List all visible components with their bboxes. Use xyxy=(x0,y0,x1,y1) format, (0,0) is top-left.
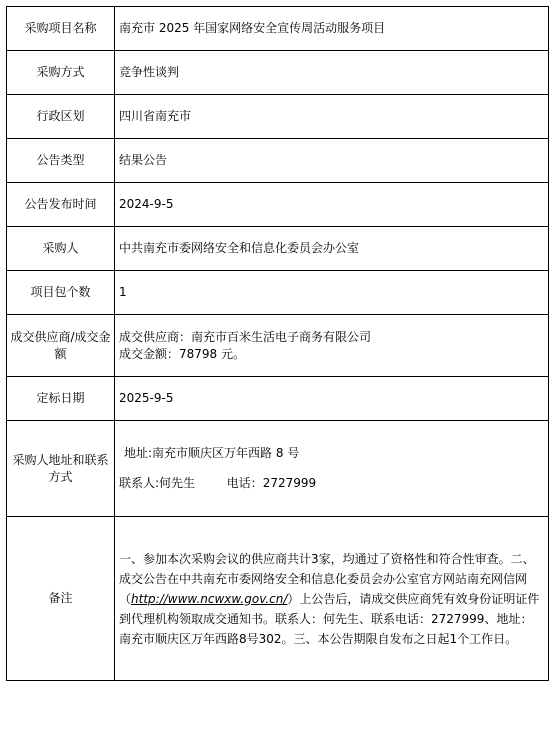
notes-part2: ）上公告后，请成交供应商凭有效身份证明证件到代理机构领取成交通知书。联系人：何先生、联系电话：2727999、地址：南充市顺庆区万年西路8号302。三、本公告期限自发布之日起1个工作日。 xyxy=(119,591,540,646)
value-region: 四川省南充市 xyxy=(115,95,549,139)
row-notes xyxy=(7,517,549,681)
value-supplier xyxy=(115,315,549,377)
contact-address: 地址:南充市顺庆区万年西路 8 号 xyxy=(124,446,300,460)
value-notice-type: 结果公告 xyxy=(115,139,549,183)
label-purchaser: 采购人 xyxy=(7,227,115,271)
label-publish-date: 公告发布时间 xyxy=(7,183,115,227)
label-notice-type: 公告类型 xyxy=(7,139,115,183)
row-contact xyxy=(7,421,549,517)
notes-text xyxy=(115,549,548,649)
row-package-count xyxy=(7,271,549,315)
row-supplier xyxy=(7,315,549,377)
notes-link[interactable]: http://www.ncwxw.gov.cn/ xyxy=(131,591,288,606)
value-project-name: 南充市 2025 年国家网络安全宣传周活动服务项目 xyxy=(115,7,549,51)
row-purchaser xyxy=(7,227,549,271)
value-purchaser: 中共南充市委网络安全和信息化委员会办公室 xyxy=(115,227,549,271)
supplier-amount: 成交金额：78798 元。 xyxy=(119,346,245,361)
value-award-date: 2025-9-5 xyxy=(115,377,549,421)
contact-person-line xyxy=(119,475,544,492)
value-contact xyxy=(115,421,549,517)
row-notice-type xyxy=(7,139,549,183)
row-procurement-method xyxy=(7,51,549,95)
label-package-count: 项目包个数 xyxy=(7,271,115,315)
row-project-name xyxy=(7,7,549,51)
label-award-date: 定标日期 xyxy=(7,377,115,421)
value-publish-date: 2024-9-5 xyxy=(115,183,549,227)
announcement-table xyxy=(6,6,549,681)
label-region: 行政区划 xyxy=(7,95,115,139)
value-notes xyxy=(115,517,549,681)
contact-person: 联系人:何先生 xyxy=(119,476,196,490)
row-publish-date xyxy=(7,183,549,227)
value-package-count: 1 xyxy=(115,271,549,315)
label-supplier: 成交供应商/成交金额 xyxy=(7,315,115,377)
value-procurement-method: 竞争性谈判 xyxy=(115,51,549,95)
label-project-name: 采购项目名称 xyxy=(7,7,115,51)
notes-part1: 一、参加本次采购会议的供应商共计3家，均通过了资格性和符合性审查。二、成交公告在中共南充市委网络安全和信息化委员会办公室官方网站南充网信网（ xyxy=(119,551,535,606)
supplier-name: 成交供应商：南充市百米生活电子商务有限公司 xyxy=(119,329,372,344)
label-contact: 采购人地址和联系方式 xyxy=(7,421,115,517)
label-procurement-method: 采购方式 xyxy=(7,51,115,95)
row-region xyxy=(7,95,549,139)
contact-phone: 电话：2727999 xyxy=(226,476,317,490)
label-notes: 备注 xyxy=(7,517,115,681)
row-award-date xyxy=(7,377,549,421)
